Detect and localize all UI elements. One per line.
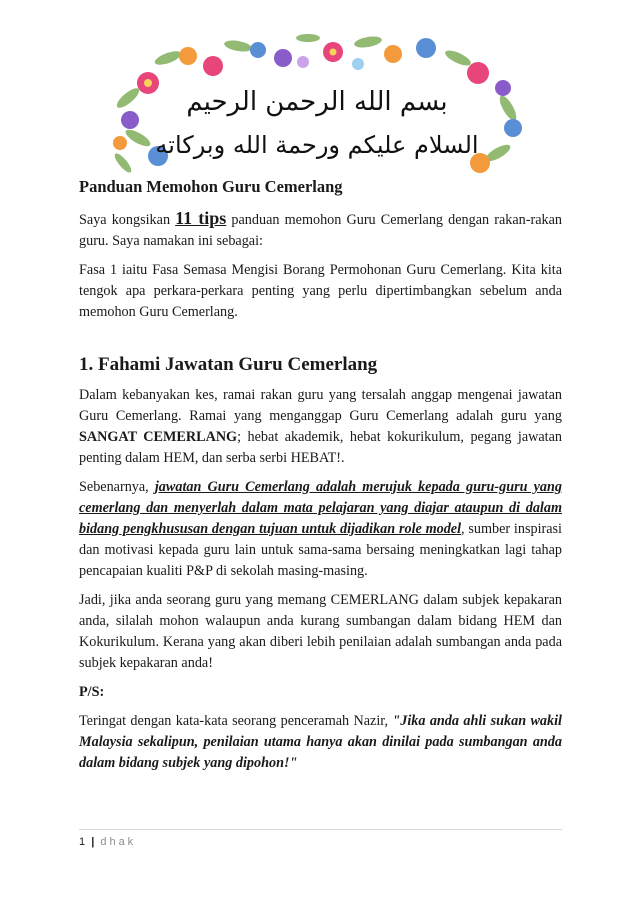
misconception-paragraph xyxy=(79,385,562,469)
salam-text: السلام عليكم ورحمة الله وبركاته xyxy=(155,131,479,159)
intro-text-b: panduan memohon Guru Cemerlang dengan rakan-rakan guru. Saya namakan ini sebagai: xyxy=(79,212,562,249)
phase-paragraph: Fasa 1 iaitu Fasa Semasa Mengisi Borang Permohonan Guru Cemerlang. Kita kita tengok apa perkara-perkara penting yang perlu dipertimbangkan sebelum anda memohon Guru Cemerlang. xyxy=(79,262,562,320)
document-title: Panduan Memohon Guru Cemerlang xyxy=(79,177,343,196)
definition-emphasis: jawatan Guru Cemerlang adalah merujuk kepada guru-guru yang cemerlang dan menyerlah dalam mata pelajaran yang diajar ataupun di dalam bidang pengkhususan dengan tujuan untuk dijadikan role model xyxy=(79,479,562,537)
quote-intro: Teringat dengan kata-kata seorang penceramah Nazir, xyxy=(79,713,393,729)
definition-text-b: , sumber inspirasi dan motivasi kepada guru lain untuk sama-sama bersaing meningkatkan lagi tahap pencapaian kualiti P&P di sekolah masing-masing. xyxy=(79,521,562,579)
advice-paragraph: Jadi, jika anda seorang guru yang memang CEMERLANG dalam subjek kepakaran anda, silalah mohon walaupun anda kurang sumbangan dalam bidang HEM dan Kokurikulum. Kerana yang akan diberi lebih penilaian adalah sumbangan anda pada subjek kepakaran anda! xyxy=(79,592,562,671)
sangat-cemerlang-emphasis: SANGAT CEMERLANG xyxy=(79,429,238,445)
misconception-text-a: Dalam kebanyakan kes, ramai rakan guru yang tersalah anggap mengenai jawatan Guru Cemerlang. Ramai yang menganggap Guru Cemerlang adalah guru yang xyxy=(79,387,562,424)
ps-label: P/S: xyxy=(79,684,105,700)
section-heading-1: 1. Fahami Jawatan Guru Cemerlang xyxy=(79,354,378,375)
bismillah-text: بسم الله الرحمن الرحيم xyxy=(186,87,448,117)
document-body xyxy=(79,176,562,782)
definition-paragraph xyxy=(79,477,562,582)
footer-brand: dhak xyxy=(100,836,137,848)
floral-bismillah-banner xyxy=(108,28,526,178)
intro-paragraph xyxy=(79,208,562,252)
intro-text-a: Saya kongsikan xyxy=(79,212,176,228)
nazir-quote: "Jika anda ahli sukan wakil Malaysia sekalipun, penilaian utama hanya akan dinilai pada sumbangan anda dalam bidang subjek yang dipohon!" xyxy=(79,713,562,771)
page-footer xyxy=(79,829,562,848)
misconception-text-b: ; hebat akademik, hebat kokurikulum, pegang jawatan penting dalam HEM, dan serba serbi HEBAT!. xyxy=(79,429,563,466)
definition-text-a: Sebenarnya, xyxy=(79,479,155,495)
footer-separator: | xyxy=(91,836,95,848)
tips-count-highlight: 11 tips xyxy=(175,208,227,228)
floral-wreath-image xyxy=(108,28,526,178)
page-number: 1 xyxy=(79,836,86,848)
quote-paragraph xyxy=(79,711,562,774)
